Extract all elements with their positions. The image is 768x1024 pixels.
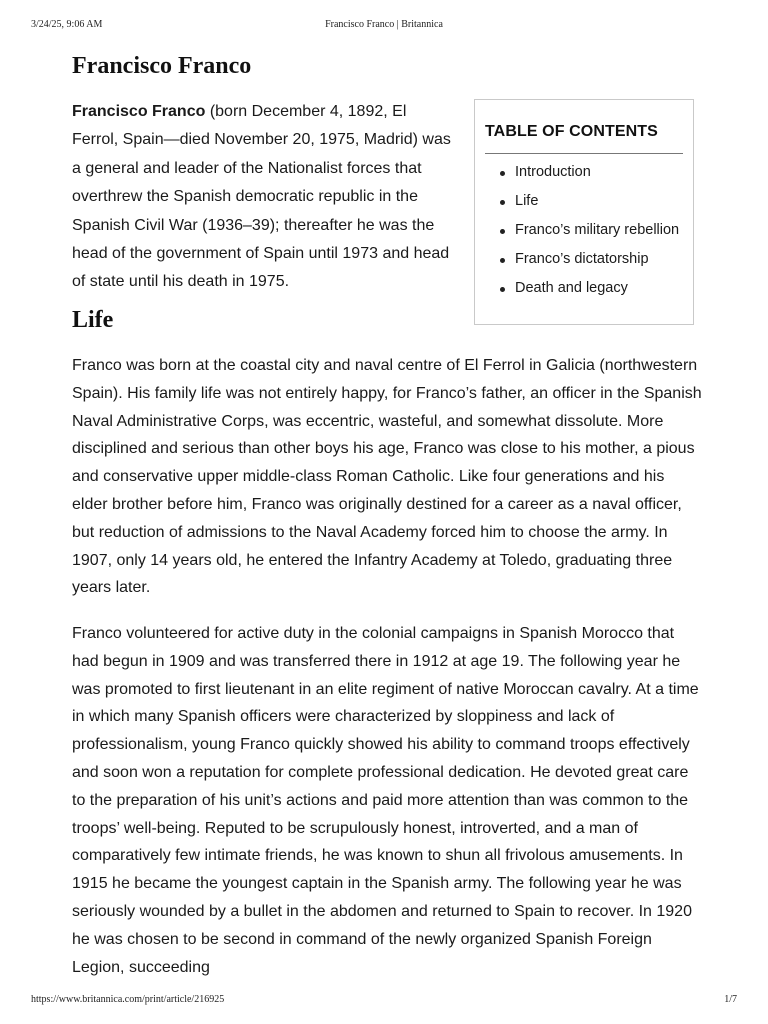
section-heading-life: Life	[72, 307, 114, 333]
life-paragraph-1: Franco was born at the coastal city and naval centre of El Ferrol in Galicia (northwestern Spain). His family life was not entirely happy, for Franco’s father, an officer in the Spanish Naval Administrative Corps, was eccentric, wasteful, and somewhat dissolute. More disciplined and serious than other boys his age, Franco was close to his mother, a pious and conservative upper middle-class Roman Catholic. Like four generations and his elder brother before him, Franco was originally destined for a career as a naval officer, but reduction of admissions to the Naval Academy forced him to choose the army. In 1907, only 14 years old, he entered the Infantry Academy at Toledo, graduating three years later.	[72, 357, 702, 597]
toc-list	[485, 158, 679, 303]
print-page-number: 1/7	[724, 994, 737, 1005]
print-header	[0, 19, 768, 33]
intro-paragraph	[72, 98, 456, 297]
toc-item-death-and-legacy[interactable]: Death and legacy	[485, 274, 679, 303]
toc-item-military-rebellion[interactable]: Franco’s military rebellion	[485, 216, 679, 245]
toc-item-dictatorship[interactable]: Franco’s dictatorship	[485, 245, 679, 274]
article-title: Francisco Franco	[72, 53, 252, 79]
intro-subject: Francisco Franco	[72, 103, 206, 120]
intro-text: (born December 4, 1892, El Ferrol, Spain—died November 20, 1975, Madrid) was a general and leader of the Nationalist forces that overthrew the Spanish democratic republic in the Spanish Civil War (1936–39); thereafter he was the head of the government of Spain until 1973 and head of state until his death in 1975.	[72, 103, 451, 291]
print-page-title: Francisco Franco | Britannica	[325, 19, 443, 30]
toc-title: TABLE OF CONTENTS	[485, 123, 658, 140]
print-footer	[0, 994, 768, 1008]
toc-item-life[interactable]: Life	[485, 187, 679, 216]
toc-divider	[485, 153, 683, 154]
print-datetime: 3/24/25, 9:06 AM	[31, 19, 103, 30]
toc-item-introduction[interactable]: Introduction	[485, 158, 679, 187]
life-paragraph-2: Franco volunteered for active duty in the colonial campaigns in Spanish Morocco that had begun in 1909 and was transferred there in 1912 at age 19. The following year he was promoted to first lieutenant in an elite regiment of native Moroccan cavalry. At a time in which many Spanish officers were characterized by sloppiness and lack of professionalism, young Franco quickly showed his ability to command troops effectively and soon won a reputation for complete professional dedication. He devoted great care to the preparation of his unit’s actions and paid more attention than was common to the troops’ well-being. Reputed to be scrupulously honest, introverted, and a man of comparatively few intimate friends, he was known to shun all frivolous amusements. In 1915 he became the youngest captain in the Spanish army. The following year he was seriously wounded by a bullet in the abdomen and returned to Spain to recover. In 1920 he was chosen to be second in command of the newly organized Spanish Foreign Legion, succeeding	[72, 625, 699, 976]
print-url: https://www.britannica.com/print/article/216925	[31, 994, 225, 1005]
table-of-contents	[474, 99, 694, 325]
